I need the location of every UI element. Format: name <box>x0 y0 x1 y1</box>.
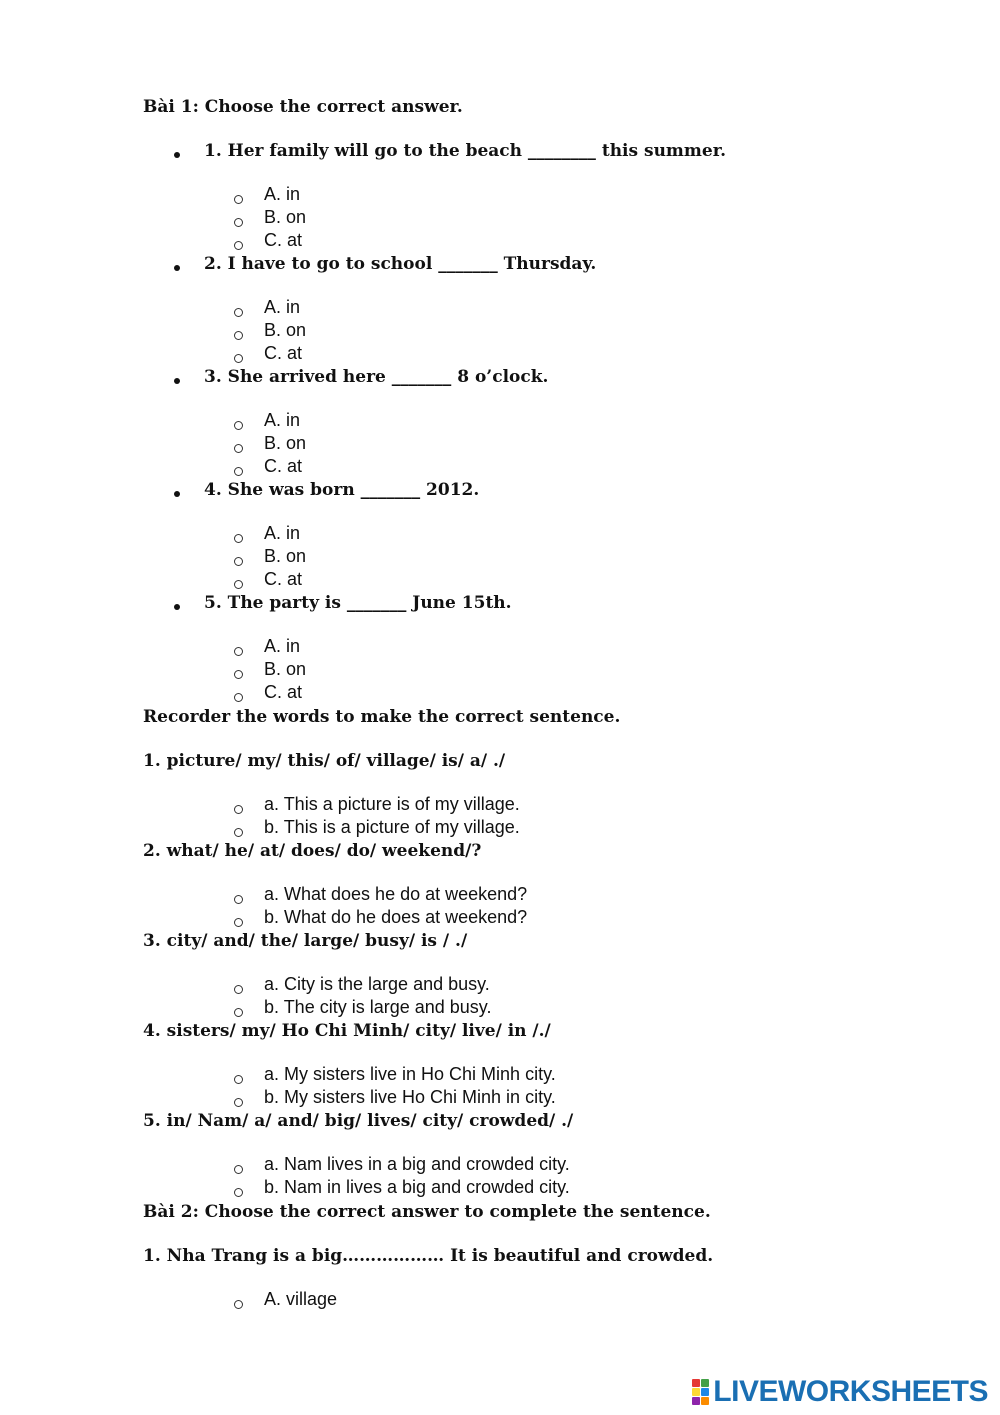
s2-q5-option-b[interactable]: b. Nam in lives a big and crowded city. <box>264 1177 570 1197</box>
radio-icon[interactable] <box>234 580 243 589</box>
s1-q2-option-c[interactable]: C. at <box>264 343 303 363</box>
logo-block <box>701 1397 709 1405</box>
radio-icon[interactable] <box>234 670 243 679</box>
radio-icon[interactable] <box>234 985 243 994</box>
s2-q5-option-a[interactable]: a. Nam lives in a big and crowded city. <box>264 1154 570 1174</box>
radio-icon[interactable] <box>234 1300 243 1309</box>
s1-question-5: 5. The party is _______ June 15th. <box>204 593 512 613</box>
logo-block <box>692 1379 700 1387</box>
radio-icon[interactable] <box>234 1098 243 1107</box>
logo-mark-icon <box>692 1379 709 1405</box>
s1-q5-option-b[interactable]: B. on <box>264 659 307 679</box>
radio-icon[interactable] <box>234 1075 243 1084</box>
bullet-icon <box>174 604 180 610</box>
s1-q2-option-b[interactable]: B. on <box>264 320 307 340</box>
radio-icon[interactable] <box>234 444 243 453</box>
section2-heading: Recorder the words to make the correct sentence. <box>143 707 621 727</box>
section1-heading: Bài 1: Choose the correct answer. <box>143 97 463 117</box>
s1-question-4: 4. She was born _______ 2012. <box>204 480 480 500</box>
bullet-icon <box>174 265 180 271</box>
bullet-icon <box>174 491 180 497</box>
s1-q3-option-b[interactable]: B. on <box>264 433 307 453</box>
s1-question-1: 1. Her family will go to the beach ________ this summer. <box>204 141 727 161</box>
radio-icon[interactable] <box>234 828 243 837</box>
s2-question-2: 2. what/ he/ at/ does/ do/ weekend/? <box>143 841 482 861</box>
s2-q1-option-b[interactable]: b. This is a picture of my village. <box>264 817 520 837</box>
s3-q1-option-a[interactable]: A. village <box>264 1289 338 1309</box>
s1-q1-option-a[interactable]: A. in <box>264 184 301 204</box>
s2-q2-option-b[interactable]: b. What do he does at weekend? <box>264 907 528 927</box>
s2-question-3: 3. city/ and/ the/ large/ busy/ is / ./ <box>143 931 468 951</box>
radio-icon[interactable] <box>234 895 243 904</box>
radio-icon[interactable] <box>234 1165 243 1174</box>
logo-block <box>692 1397 700 1405</box>
radio-icon[interactable] <box>234 308 243 317</box>
radio-icon[interactable] <box>234 354 243 363</box>
s2-q4-option-b[interactable]: b. My sisters live Ho Chi Minh in city. <box>264 1087 556 1107</box>
s2-q3-option-b[interactable]: b. The city is large and busy. <box>264 997 492 1017</box>
s2-question-1: 1. picture/ my/ this/ of/ village/ is/ a/ ./ <box>143 751 506 771</box>
s2-question-4: 4. sisters/ my/ Ho Chi Minh/ city/ live/ in /./ <box>143 1021 551 1041</box>
s1-question-3: 3. She arrived here _______ 8 o’clock. <box>204 367 549 387</box>
s2-q2-option-a[interactable]: a. What does he do at weekend? <box>264 884 528 904</box>
s2-q3-option-a[interactable]: a. City is the large and busy. <box>264 974 490 994</box>
s1-q5-option-a[interactable]: A. in <box>264 636 301 656</box>
logo-block <box>692 1388 700 1396</box>
s3-question-1: 1. Nha Trang is a big……………… It is beautiful and crowded. <box>143 1246 714 1266</box>
radio-icon[interactable] <box>234 421 243 430</box>
bullet-icon <box>174 378 180 384</box>
radio-icon[interactable] <box>234 557 243 566</box>
logo-block <box>701 1379 709 1387</box>
radio-icon[interactable] <box>234 534 243 543</box>
s2-q1-option-a[interactable]: a. This a picture is of my village. <box>264 794 520 814</box>
radio-icon[interactable] <box>234 467 243 476</box>
s1-q3-option-c[interactable]: C. at <box>264 456 303 476</box>
s1-q3-option-a[interactable]: A. in <box>264 410 301 430</box>
s1-q4-option-b[interactable]: B. on <box>264 546 307 566</box>
liveworksheets-logo <box>692 1374 988 1410</box>
s2-q4-option-a[interactable]: a. My sisters live in Ho Chi Minh city. <box>264 1064 556 1084</box>
radio-icon[interactable] <box>234 331 243 340</box>
radio-icon[interactable] <box>234 918 243 927</box>
radio-icon[interactable] <box>234 1008 243 1017</box>
radio-icon[interactable] <box>234 1188 243 1197</box>
logo-block <box>701 1388 709 1396</box>
radio-icon[interactable] <box>234 805 243 814</box>
s1-q1-option-c[interactable]: C. at <box>264 230 303 250</box>
s1-q5-option-c[interactable]: C. at <box>264 682 303 702</box>
s1-q4-option-a[interactable]: A. in <box>264 523 301 543</box>
s1-q1-option-b[interactable]: B. on <box>264 207 307 227</box>
section3-heading: Bài 2: Choose the correct answer to complete the sentence. <box>143 1202 711 1222</box>
logo-text: LIVEWORKSHEETS <box>713 1375 988 1408</box>
bullet-icon <box>174 152 180 158</box>
radio-icon[interactable] <box>234 693 243 702</box>
s1-question-2: 2. I have to go to school _______ Thursday. <box>204 254 597 274</box>
s1-q2-option-a[interactable]: A. in <box>264 297 301 317</box>
radio-icon[interactable] <box>234 218 243 227</box>
radio-icon[interactable] <box>234 647 243 656</box>
radio-icon[interactable] <box>234 241 243 250</box>
s1-q4-option-c[interactable]: C. at <box>264 569 303 589</box>
s2-question-5: 5. in/ Nam/ a/ and/ big/ lives/ city/ crowded/ ./ <box>143 1111 574 1131</box>
radio-icon[interactable] <box>234 195 243 204</box>
